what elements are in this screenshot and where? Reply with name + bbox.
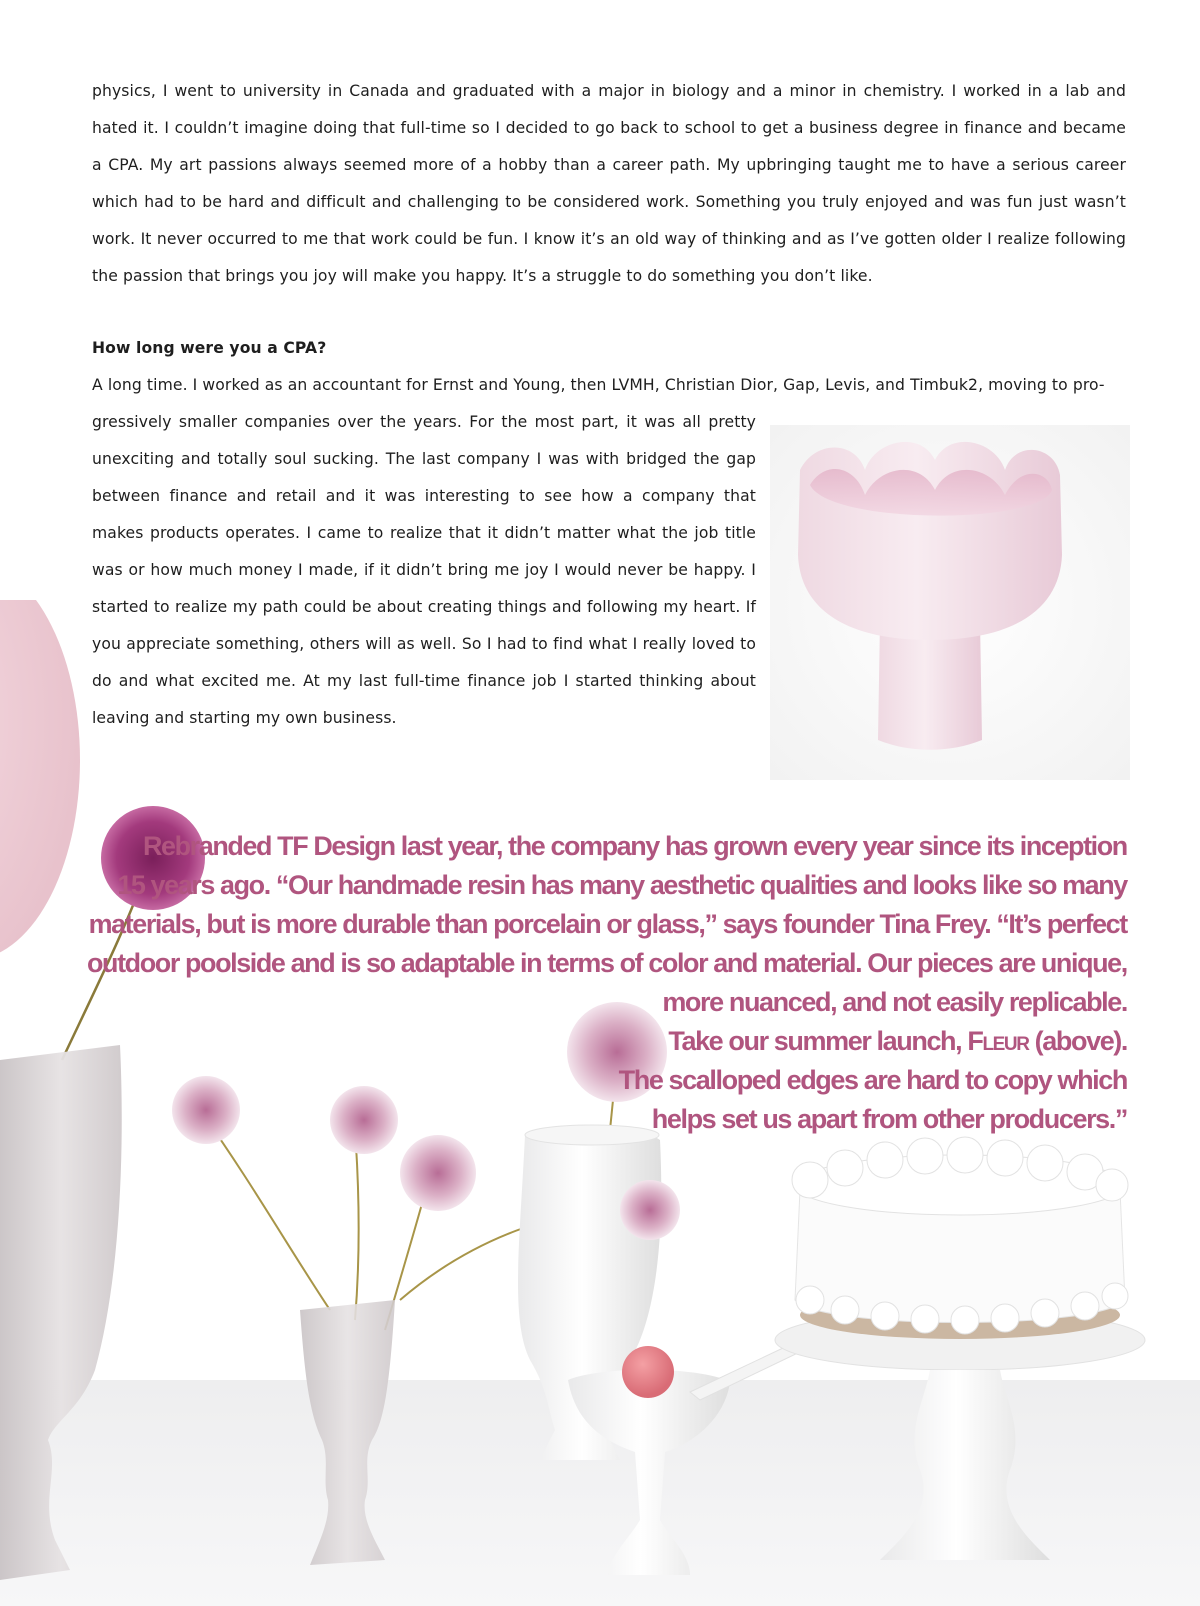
product-name: Fleur — [967, 1026, 1029, 1056]
pull-quote-text: (above). — [1028, 1026, 1127, 1056]
fleur-bowl-photo — [770, 425, 1130, 780]
pull-quote-line: 15 years ago. “Our handmade resin has many aesthetic qualities and looks like so many — [117, 870, 1127, 900]
pull-quote-line: The scalloped edges are hard to copy which — [618, 1065, 1127, 1095]
pull-quote-line: helps set us apart from other producers.” — [651, 1104, 1127, 1134]
answer-paragraph: gressively smaller companies over the years. For the most part, it was all pretty unexciting and totally soul sucking. The last company I was with bridged the gap between finance and retail and it was interesting to see how a company that makes products operates. I came to realize that it didn’t matter what the job title was or how much money I made, if it didn’t bring me joy I would never be happy. I started to realize my path could be about creating things and following my heart. If you appreciate something, others will as well. So I had to find what I really loved to do and what excited me. At my last full-time finance job I started thinking about leaving and starting my own business. — [92, 413, 756, 727]
body-paragraph: physics, I went to university in Canada and graduated with a major in biology and a minor in chemistry. I worked in a lab and hated it. I couldn’t imagine doing that full-time so I decided to go back to school to get a business degree in finance and became a CPA. My art passions always seemed more of a hobby than a career path. My upbringing taught me to have a serious career which had to be hard and difficult and challenging to be considered work. Something you truly enjoyed and was fun just wasn’t work. It never occurred to me that work could be fun. I know it’s an old way of thinking and as I’ve gotten older I realize following the passion that brings you joy will make you happy. It’s a struggle to do something you don’t like. — [92, 82, 1126, 285]
pull-quote-line: materials, but is more durable than porcelain or glass,” says founder Tina Frey. “It’s perfect — [88, 909, 1128, 939]
pull-quote-continued — [619, 983, 1127, 1139]
pull-quote-line: Rebranded TF Design last year, the company has grown every year since its inception — [143, 831, 1127, 861]
pull-quote-line — [619, 1022, 1127, 1061]
pull-quote-line: more nuanced, and not easily replicable. — [662, 987, 1127, 1017]
pull-quote-text: Take our summer launch, — [668, 1026, 968, 1056]
answer-paragraph-first-line: A long time. I worked as an accountant for Ernst and Young, then LVMH, Christian Dior, Gap, Levis, and Timbuk2, moving to pro- — [92, 376, 1105, 394]
pull-quote — [87, 827, 1127, 983]
pull-quote-line: outdoor poolside and is so adaptable in terms of color and material. Our pieces are unique, — [87, 948, 1127, 978]
interview-question: How long were you a CPA? — [92, 339, 327, 357]
